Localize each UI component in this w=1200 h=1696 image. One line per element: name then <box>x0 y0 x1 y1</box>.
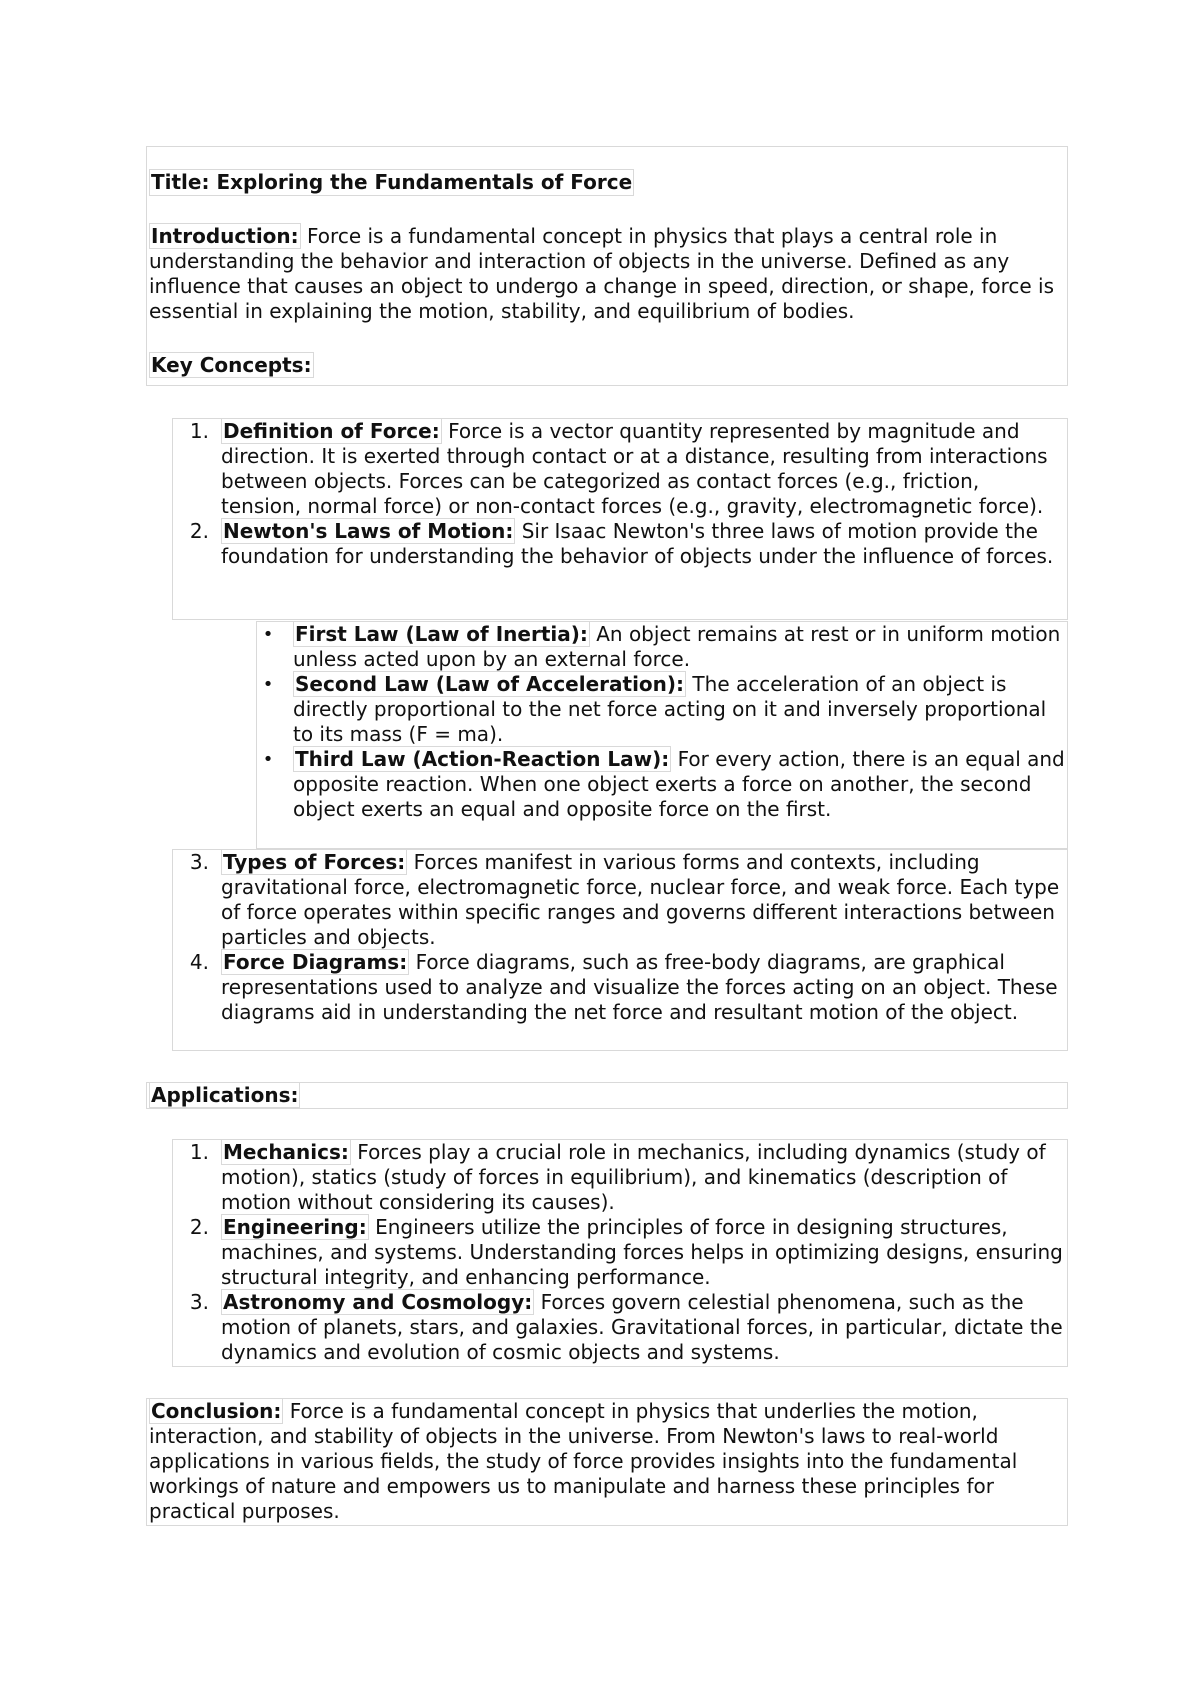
item-text: Forces play a crucial role in mechanics, including dynamics (study of motion), statics (study of forces in equilibrium), and kinematics (description of motion without considering its causes). <box>221 1140 1046 1214</box>
item-text: Engineers utilize the principles of force in designing structures, machines, and systems. Understanding forces helps in optimizing designs, ensuring structural integrity, and enhancing performance. <box>221 1215 1063 1289</box>
item-label: Second Law (Law of Acceleration): <box>295 672 685 696</box>
list-item-engineering <box>173 1215 1065 1290</box>
list-item-definition-of-force <box>173 419 1065 519</box>
item-label: Types of Forces: <box>223 850 406 874</box>
key-concepts-list-part1 <box>172 418 1068 620</box>
applications-list <box>173 1140 1065 1365</box>
list-item-first-law <box>257 622 1065 672</box>
laws-list <box>257 622 1065 822</box>
item-text: The acceleration of an object is directly proportional to the net force acting on it and inversely proportional to its mass (F = ma). <box>293 672 1047 746</box>
list-item-second-law <box>257 672 1065 747</box>
applications-list-box <box>172 1139 1068 1367</box>
item-label: Force Diagrams: <box>223 950 408 974</box>
item-label: First Law (Law of Inertia): <box>295 622 588 646</box>
list-marker: 3. <box>189 850 209 874</box>
item-label: Engineering: <box>223 1215 367 1239</box>
document-title: Title: Exploring the Fundamentals of Force <box>151 170 633 194</box>
list-item-force-diagrams <box>173 950 1065 1025</box>
list-item-third-law <box>257 747 1065 822</box>
item-text: An object remains at rest or in uniform motion unless acted upon by an external force. <box>293 622 1061 671</box>
list-marker: 3. <box>189 1290 209 1314</box>
item-label: Mechanics: <box>223 1140 349 1164</box>
item-text: Forces govern celestial phenomena, such as the motion of planets, stars, and galaxies. Gravitational forces, in particular, dictate the dynamics and evolution of cosmic objects and systems. <box>221 1290 1063 1364</box>
list-item-astronomy <box>173 1290 1065 1365</box>
item-text: For every action, there is an equal and opposite reaction. When one object exerts a force on another, the second object exerts an equal and opposite force on the first. <box>293 747 1065 821</box>
key-concepts-list-part2 <box>172 849 1068 1051</box>
item-text: Force diagrams, such as free-body diagrams, are graphical representations used to analyze and visualize the forces acting on an object. These diagrams aid in understanding the net force and resultant motion of the object. <box>221 950 1058 1024</box>
item-text: Force is a vector quantity represented by magnitude and direction. It is exerted through contact or at a distance, resulting from interactions between objects. Forces can be categorized as contact forces (e.g., friction, tension, normal force) or non-contact forces (e.g., gravity, electromagnetic force). <box>221 419 1048 518</box>
introduction-text: Force is a fundamental concept in physics that plays a central role in understanding the behavior and interaction of objects in the universe. Defined as any influence that causes an object to undergo a change in speed, direction, or shape, force is essential in explaining the motion, stability, and equilibrium of bodies. <box>149 224 1055 323</box>
list-marker: 1. <box>189 1140 209 1164</box>
applications-heading: Applications: <box>151 1083 299 1107</box>
list-marker: 1. <box>189 419 209 443</box>
bullet-icon: • <box>262 624 274 645</box>
item-label: Newton's Laws of Motion: <box>223 519 514 543</box>
item-label: Astronomy and Cosmology: <box>223 1290 533 1314</box>
bullet-icon: • <box>262 749 274 770</box>
applications-heading-box <box>146 1082 1068 1109</box>
list-marker: 4. <box>189 950 209 974</box>
newtons-laws-sublist <box>256 621 1068 849</box>
list-marker: 2. <box>189 519 209 543</box>
intro-section <box>146 146 1068 386</box>
introduction-paragraph <box>149 224 1065 324</box>
item-label: Third Law (Action-Reaction Law): <box>295 747 670 771</box>
conclusion-section <box>146 1398 1068 1526</box>
list-item-newtons-laws <box>173 519 1065 569</box>
key-concepts-list-continued <box>173 850 1065 1025</box>
conclusion-paragraph <box>149 1399 1065 1524</box>
item-text: Forces manifest in various forms and contexts, including gravitational force, electromagnetic force, nuclear force, and weak force. Each type of force operates within specific ranges and governs different interactions between particles and objects. <box>221 850 1060 949</box>
list-marker: 2. <box>189 1215 209 1239</box>
key-concepts-heading: Key Concepts: <box>151 353 312 377</box>
conclusion-text: Force is a fundamental concept in physics that underlies the motion, interaction, and stability of objects in the universe. From Newton's laws to real-world applications in various fields, the study of force provides insights into the fundamental workings of nature and empowers us to manipulate and harness these principles for practical purposes. <box>149 1399 1018 1523</box>
bullet-icon: • <box>262 674 274 695</box>
list-item-types-of-forces <box>173 850 1065 950</box>
item-text: Sir Isaac Newton's three laws of motion provide the foundation for understanding the behavior of objects under the influence of forces. <box>221 519 1054 568</box>
item-label: Definition of Force: <box>223 419 440 443</box>
conclusion-label: Conclusion: <box>151 1399 282 1423</box>
key-concepts-list <box>173 419 1065 569</box>
introduction-label: Introduction: <box>151 224 299 248</box>
list-item-mechanics <box>173 1140 1065 1215</box>
